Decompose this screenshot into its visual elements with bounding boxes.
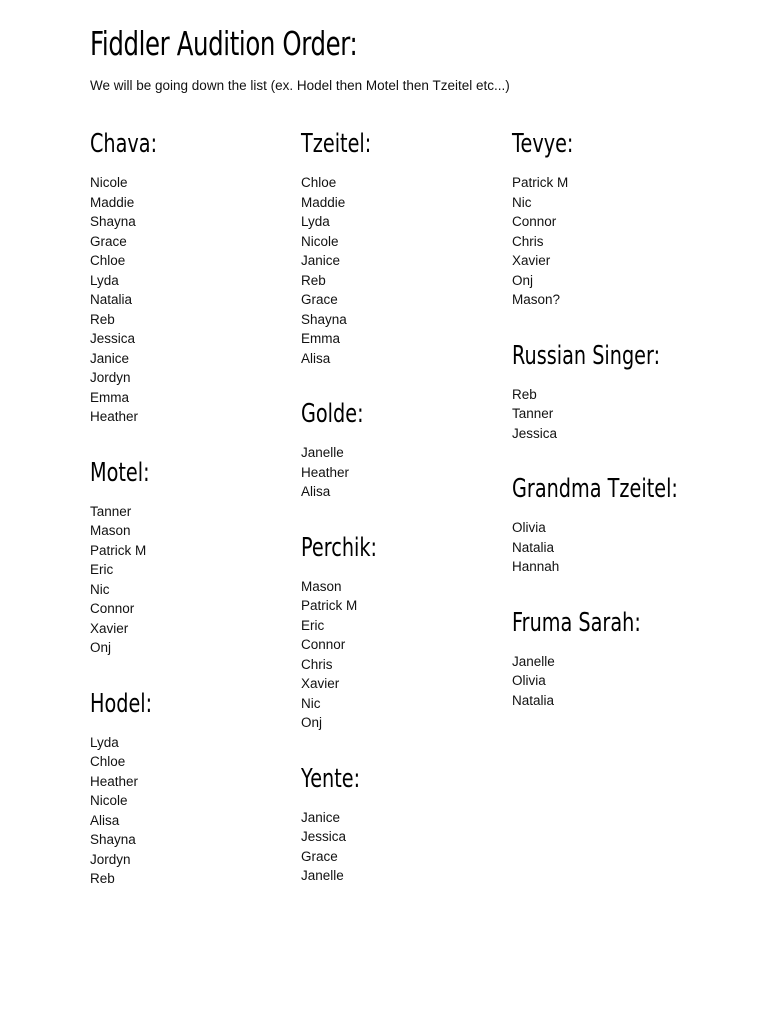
auditioner-name: Chloe (301, 175, 337, 190)
auditioner-name: Reb (301, 272, 326, 288)
role-heading: Grandma Tzeitel: (512, 474, 678, 504)
auditioner-name: Jordyn (90, 370, 131, 385)
role-heading: Motel: (90, 457, 150, 488)
auditioner-name: Olivia (512, 520, 546, 535)
role-heading: Hodel: (90, 688, 153, 719)
auditioner-name: Hannah (512, 559, 560, 574)
auditioner-name: Lyda (90, 272, 119, 288)
audition-name-list (301, 577, 501, 733)
auditioner-name: Patrick M (90, 542, 147, 558)
audition-name-list (301, 808, 501, 886)
auditioner-name: Heather (301, 464, 350, 480)
auditioner-name: Natalia (512, 692, 555, 708)
auditioner-name: Onj (301, 715, 323, 730)
audition-name-list (301, 443, 501, 502)
auditioner-name: Alisa (301, 484, 331, 499)
auditioner-name: Xavier (90, 620, 129, 636)
auditioner-name: Alisa (301, 350, 331, 366)
auditioner-name: Tanner (512, 406, 554, 421)
audition-name-list (90, 173, 290, 427)
auditioner-name: Emma (90, 389, 130, 405)
auditioner-name: Lyda (90, 734, 119, 750)
auditioner-name: Janice (301, 809, 341, 825)
auditioner-name: Janice (90, 350, 130, 366)
auditioner-name: Lyda (301, 214, 330, 229)
auditioner-name: Maddie (90, 194, 135, 210)
auditioner-name: Tanner (90, 503, 132, 519)
auditioner-name: Chloe (90, 754, 126, 769)
auditioner-name: Grace (301, 848, 338, 864)
auditioner-name: Nicole (90, 793, 128, 808)
audition-name-list (512, 385, 712, 444)
role-heading: Tevye: (512, 129, 574, 159)
audition-name-list (512, 518, 712, 577)
roles-column-3 (512, 124, 712, 736)
auditioner-name: Xavier (301, 676, 340, 691)
auditioner-name: Shayna (90, 832, 136, 847)
auditioner-name: Reb (90, 871, 115, 886)
auditioner-name: Reb (90, 311, 115, 327)
role-heading: Chava: (90, 129, 158, 159)
role-section (512, 469, 712, 577)
audition-name-list (301, 173, 501, 368)
auditioner-name: Patrick M (301, 598, 358, 613)
auditioner-name: Natalia (512, 539, 555, 555)
auditioner-name: Xavier (512, 253, 551, 268)
role-section (90, 684, 290, 889)
auditioner-name: Shayna (90, 214, 136, 229)
auditioner-name: Connor (512, 214, 557, 229)
auditioner-name: Jessica (512, 425, 558, 441)
auditioner-name: Shayna (301, 311, 347, 327)
auditioner-name: Patrick M (512, 175, 569, 190)
page-subtitle: We will be going down the list (ex. Hodel then Motel then Tzeitel etc...) (90, 78, 510, 93)
auditioner-name: Chris (512, 233, 544, 249)
role-heading: Golde: (301, 399, 364, 429)
auditioner-name: Olivia (512, 673, 546, 688)
auditioner-name: Alisa (90, 812, 120, 828)
auditioner-name: Mason? (512, 292, 561, 307)
auditioner-name: Heather (90, 773, 139, 789)
auditioner-name: Jordyn (90, 851, 131, 867)
role-section (301, 394, 501, 502)
role-section (301, 124, 501, 368)
auditioner-name: Natalia (90, 292, 133, 307)
auditioner-name: Connor (90, 601, 135, 616)
auditioner-name: Nic (90, 581, 110, 597)
auditioner-name: Mason (301, 578, 342, 594)
role-heading: Fruma Sarah: (512, 607, 641, 638)
auditioner-name: Nic (512, 194, 532, 210)
roles-column-2 (301, 124, 501, 912)
audition-name-list (90, 502, 290, 658)
audition-name-list (90, 733, 290, 889)
auditioner-name: Eric (90, 562, 114, 577)
auditioner-name: Jessica (90, 331, 136, 346)
auditioner-name: Reb (512, 386, 537, 402)
role-section (301, 759, 501, 886)
auditioner-name: Nicole (301, 233, 339, 249)
role-section (301, 528, 501, 733)
audition-name-list (512, 173, 712, 310)
role-section (90, 453, 290, 658)
auditioner-name: Mason (90, 523, 131, 538)
auditioner-name: Onj (512, 272, 534, 288)
auditioner-name: Jessica (301, 829, 347, 844)
role-section (512, 336, 712, 444)
role-section (90, 124, 290, 427)
auditioner-name: Janelle (301, 868, 344, 883)
role-section (512, 603, 712, 711)
auditioner-name: Heather (90, 409, 139, 424)
auditioner-name: Connor (301, 637, 346, 652)
role-heading: Russian Singer: (512, 340, 661, 371)
auditioner-name: Chloe (90, 253, 126, 268)
auditioner-name: Onj (90, 640, 112, 655)
role-heading: Yente: (301, 763, 361, 794)
auditioner-name: Janelle (301, 445, 344, 460)
auditioner-name: Janice (301, 253, 341, 268)
auditioner-name: Chris (301, 656, 333, 672)
auditioner-name: Emma (301, 331, 341, 346)
auditioner-name: Grace (301, 292, 338, 307)
role-heading: Perchik: (301, 532, 377, 563)
roles-column-1 (90, 124, 290, 915)
role-section (512, 124, 712, 310)
auditioner-name: Nic (301, 695, 321, 711)
auditioner-name: Grace (90, 233, 127, 249)
role-heading: Tzeitel: (301, 129, 372, 159)
auditioner-name: Janelle (512, 653, 555, 669)
auditioner-name: Eric (301, 617, 325, 633)
auditioner-name: Nicole (90, 175, 128, 190)
page-title: Fiddler Audition Order: (90, 24, 358, 63)
auditioner-name: Maddie (301, 194, 346, 210)
audition-name-list (512, 652, 712, 711)
